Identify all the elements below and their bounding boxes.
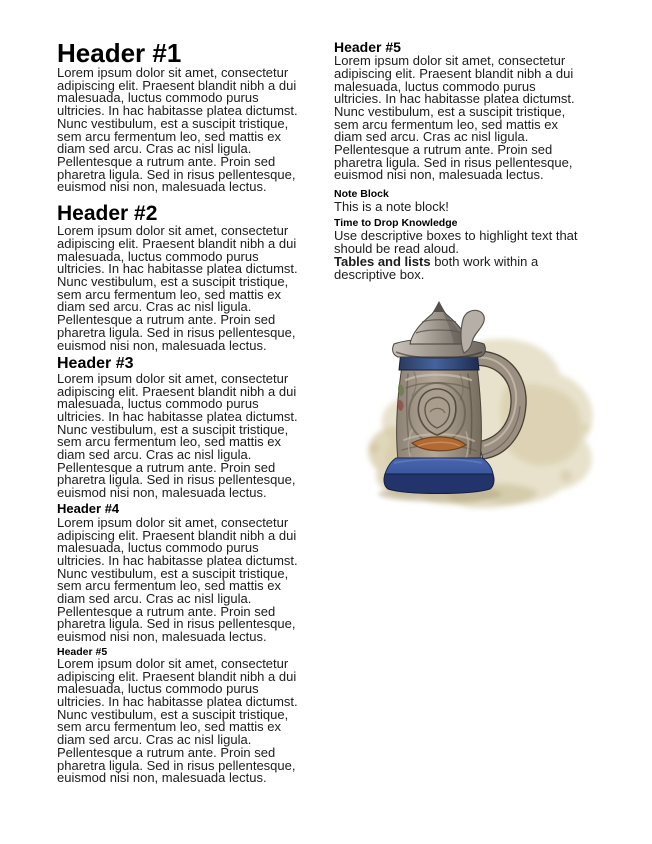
stein-body bbox=[397, 366, 482, 461]
knowledge-text: Use descriptive boxes to highlight text that should be read aloud. bbox=[334, 228, 578, 256]
section-title-h5: Header #5 bbox=[57, 645, 108, 658]
left-column bbox=[57, 39, 305, 785]
body-paragraph: Lorem ipsum dolor sit amet, consectetur adipiscing elit. Praesent blandit nibh a dui malesuada, luctus commodo purus ultricies. In hac habitasse platea dictumst. Nunc vestibulum, est a suscipit tristique, sem arcu fermentum leo, sed mattis ex diam sed arcu. Cras ac nisl ligula. Pellentesque a rutrum ante. Proin sed pharetra ligula. Sed in risus pellentesque, euismod nisi non, malesuada lectus. bbox=[57, 514, 298, 645]
body-paragraph: Lorem ipsum dolor sit amet, consectetur adipiscing elit. Praesent blandit nibh a dui malesuada, luctus commodo purus ultricies. In hac habitasse platea dictumst. Nunc vestibulum, est a suscipit tristique, sem arcu fermentum leo, sed mattis ex diam sed arcu. Cras ac nisl ligula. Pellentesque a rutrum ante. Proin sed pharetra ligula. Sed in risus pellentesque, euismod nisi non, malesuada lectus. bbox=[57, 223, 298, 353]
tables-lists-bold-lead: Tables and lists bbox=[334, 254, 431, 270]
stein-lid-finial bbox=[433, 301, 445, 312]
section-title-h3: Header #3 bbox=[57, 355, 134, 373]
body-paragraph: Lorem ipsum dolor sit amet, consectetur adipiscing elit. Praesent blandit nibh a dui malesuada, luctus commodo purus ultricies. In hac habitasse platea dictumst. Nunc vestibulum, est a suscipit tristique, sem arcu fermentum leo, sed mattis ex diam sed arcu. Cras ac nisl ligula. Pellentesque a rutrum ante. Proin sed pharetra ligula. Sed in risus pellentesque, euismod nisi non, malesuada lectus. bbox=[334, 53, 575, 183]
note-block-label: Note Block bbox=[334, 188, 389, 201]
tables-lists-paragraph bbox=[334, 256, 582, 281]
body-paragraph: Lorem ipsum dolor sit amet, consectetur adipiscing elit. Praesent blandit nibh a dui malesuada, luctus commodo purus ultricies. In hac habitasse platea dictumst. Nunc vestibulum, est a suscipit tristique, sem arcu fermentum leo, sed mattis ex diam sed arcu. Cras ac nisl ligula. Pellentesque a rutrum ante. Proin sed pharetra ligula. Sed in risus pellentesque, euismod nisi non, malesuada lectus. bbox=[57, 65, 298, 195]
body-paragraph: Lorem ipsum dolor sit amet, consectetur adipiscing elit. Praesent blandit nibh a dui malesuada, luctus commodo purus ultricies. In hac habitasse platea dictumst. Nunc vestibulum, est a suscipit tristique, sem arcu fermentum leo, sed mattis ex diam sed arcu. Cras ac nisl ligula. Pellentesque a rutrum ante. Proin sed pharetra ligula. Sed in risus pellentesque, euismod nisi non, malesuada lectus. bbox=[57, 655, 298, 786]
tables-lists-rest: both work within a descriptive box. bbox=[334, 254, 539, 283]
note-block-text: This is a note block! bbox=[334, 198, 449, 214]
body-paragraph: Lorem ipsum dolor sit amet, consectetur adipiscing elit. Praesent blandit nibh a dui malesuada, luctus commodo purus ultricies. In hac habitasse platea dictumst. Nunc vestibulum, est a suscipit tristique, sem arcu fermentum leo, sed mattis ex diam sed arcu. Cras ac nisl ligula. Pellentesque a rutrum ante. Proin sed pharetra ligula. Sed in risus pellentesque, euismod nisi non, malesuada lectus. bbox=[57, 370, 298, 501]
section-title-h4: Header #4 bbox=[57, 500, 120, 516]
right-column bbox=[334, 39, 582, 512]
right-column-header: Header #5 bbox=[334, 39, 401, 55]
knowledge-label: Time to Drop Knowledge bbox=[334, 217, 458, 230]
beer-stein-image bbox=[356, 300, 608, 512]
section-title-h1: Header #1 bbox=[57, 38, 182, 68]
section-title-h2: Header #2 bbox=[57, 202, 158, 226]
stein-base bbox=[384, 458, 494, 494]
